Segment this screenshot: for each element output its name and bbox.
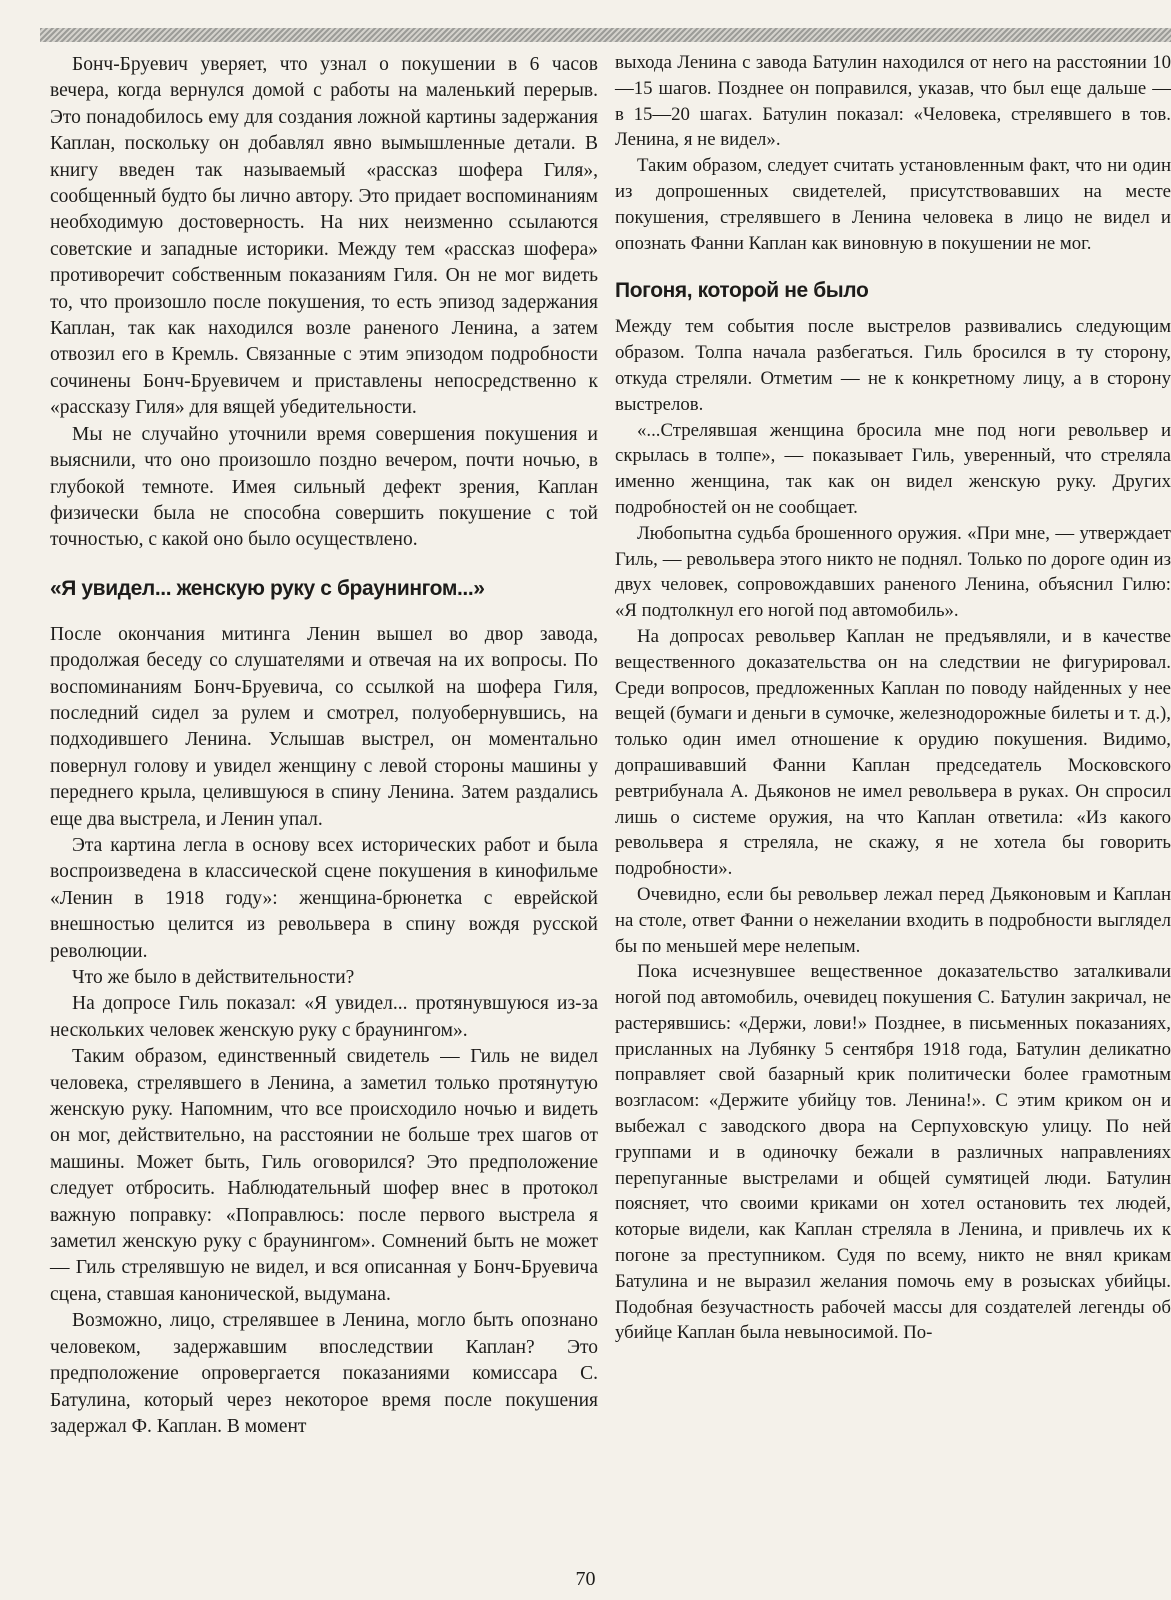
paragraph: Бонч-Бруевич уверяет, что узнал о покушении в 6 часов вечера, когда вернулся домой с работы на маленький перерыв. Это понадобилось ему для создания ложной картины задержания Каплан, поскольку он добавлял явно вымышленные детали. В книгу введен так называемый «рассказ шофера Гиля», сообщенный будто бы лично автору. Это придает воспоминаниям необходимую достоверность. На них неизменно ссылаются советские и западные историки. Между тем «рассказ шофера» противоречит собственным показаниям Гиля. Он не мог видеть то, что произошло после покушения, то есть эпизод задержания Каплан, так как находился возле раненого Ленина, а затем отвозил его в Кремль. Связанные с этим эпизодом подробности сочинены Бонч-Бруевичем и приставлены непосредственно к «рассказу Гиля» для вящей убедительности. (50, 54, 598, 419)
paragraph: На допросе Гиль показал: «Я увидел... протянувшуюся из-за нескольких человек женскую руку с браунингом». (50, 993, 598, 1041)
section-heading: «Я увидел... женскую руку с браунингом...» (50, 576, 485, 600)
paragraph: выхода Ленина с завода Батулин находился от него на расстоянии 10—15 шагов. Позднее он поправился, указав, что был еще дальше — в 15—20 шагах. Батулин показал: «Человека, стрелявшего в тов. Ленина, я не видел». (615, 52, 1171, 151)
section-heading: Погоня, которой не было (615, 279, 869, 303)
paragraph: Таким образом, единственный свидетель — Гиль не видел человека, стрелявшего в Ленина, а заметил только протянутую женскую руку. Напомним, что все происходило ночью и видеть он мог, действительно, на расстоянии не больше трех шагов от машины. Может быть, Гиль оговорился? Это предположение следует отбросить. Наблюдательный шофер внес в протокол важную поправку: «Поправлюсь: после первого выстрела я заметил женскую руку с браунингом». Сомнений быть не может — Гиль стрелявшую не видел, и вся описанная у Бонч-Бруевича сцена, ставшая канонической, выдумана. (50, 1046, 598, 1305)
paragraph: Очевидно, если бы револьвер лежал перед Дьяконовым и Каплан на столе, ответ Фанни о нежелании входить в подробности выглядел бы по меньшей мере нелепым. (615, 883, 1171, 957)
right-column (615, 50, 1171, 1346)
top-decorative-rule (40, 28, 1171, 42)
paragraph: Таким образом, следует считать установленным факт, что ни один из допрошенных свидетелей, присутствовавших на месте покушения, стрелявшего в Ленина человека в лицо не видел и опознать Фанни Каплан как виновную в покушении не мог. (615, 155, 1171, 254)
paragraph: Между тем события после выстрелов развивались следующим образом. Толпа начала разбегаться. Гиль бросился в ту сторону, откуда стреляли. Отметим — не к конкретному лицу, а в сторону выстрелов. (615, 316, 1171, 415)
paragraph: Мы не случайно уточнили время совершения покушения и выяснили, что оно произошло поздно вечером, почти ночью, в глубокой темноте. Имея сильный дефект зрения, Каплан физически была не способна совершить покушение с той точностью, с какой оно было осуществлено. (50, 423, 598, 551)
paragraph: После окончания митинга Ленин вышел во двор завода, продолжая беседу со слушателями и отвечая на их вопросы. По воспоминаниям Бонч-Бруевича, со ссылкой на шофера Гиля, последний сидел за рулем и смотрел, полуобернувшись, на подходившего Ленина. Услышав выстрел, он моментально повернул голову и увидел женщину с левой стороны машины у переднего крыла, целившуюся в спину Ленина. Затем раздались еще два выстрела, и Ленин упал. (50, 623, 598, 830)
paragraph: Пока исчезнувшее вещественное доказательство заталкивали ногой под автомобиль, очевидец покушения С. Батулин закричал, не растерявшись: «Держи, лови!» Позднее, в письменных показаниях, присланных на Лубянку 5 сентября 1918 года, Батулин деликатно поправляет свой базарный крик политически более грамотным возгласом: «Держите убийцу тов. Ленина!». С этим криком он и выбежал с заводского двора на Серпуховскую улицу. По ней группами и в одиночку бежали в различных направлениях перепуганные выстрелами и общей сумятицей люди. Батулин поясняет, что своими криками он хотел остановить тех людей, которые видели, как Каплан стреляла в Ленина, и привлечь их к погоне за преступником. Судя по всему, никто не внял крикам Батулина и не выразил желания помочь ему в розысках убийцы. Подобная безучастность рабочей массы для создателей легенды об убийце Каплан была невыносимой. По- (615, 961, 1171, 1344)
paragraph: Любопытна судьба брошенного оружия. «При мне, — утверждает Гиль, — револьвера этого никто не поднял. Только по дороге один из двух человек, сопровождавших раненого Ленина, объяснил Гилю: «Я подтолкнул его ногой под автомобиль». (615, 522, 1171, 622)
left-column (50, 52, 598, 1440)
paragraph: Эта картина легла в основу всех исторических работ и была воспроизведена в классической сцене покушения в кинофильме «Ленин в 1918 году»: женщина-брюнетка с еврейской внешностью целится из револьвера в спину вождя русской революции. (50, 834, 598, 962)
page-number: 70 (575, 1568, 596, 1590)
paragraph: На допросах револьвер Каплан не предъявляли, и в качестве вещественного доказательства он на следствии не фигурировал. Среди вопросов, предложенных Каплан по поводу найденных у нее вещей (бумаги и деньги в сумочке, железнодорожные билеты и т. д.), только один имел отношение к орудию покушения. Видимо, допрашивавший Фанни Каплан председатель Московского ревтрибунала А. Дьяконов не имел револьвера в руках. Он спросил лишь о системе оружия, на что Каплан ответила: «Из какого револьвера я стреляла, не скажу, я не хотела бы говорить подробности». (615, 625, 1171, 880)
paragraph: «...Стрелявшая женщина бросила мне под ноги револьвер и скрылась в толпе», — показывает Гиль, уверенный, что стреляла именно женщина, так как он видел женскую руку. Других подробностей он не сообщает. (615, 419, 1171, 518)
paragraph: Возможно, лицо, стрелявшее в Ленина, могло быть опознано человеком, задержавшим впоследствии Каплан? Это предположение опровергается показаниями комиссара С. Батулина, который через некоторое время после покушения задержал Ф. Каплан. В момент (50, 1310, 598, 1437)
paragraph: Что же было в действительности? (72, 967, 355, 988)
